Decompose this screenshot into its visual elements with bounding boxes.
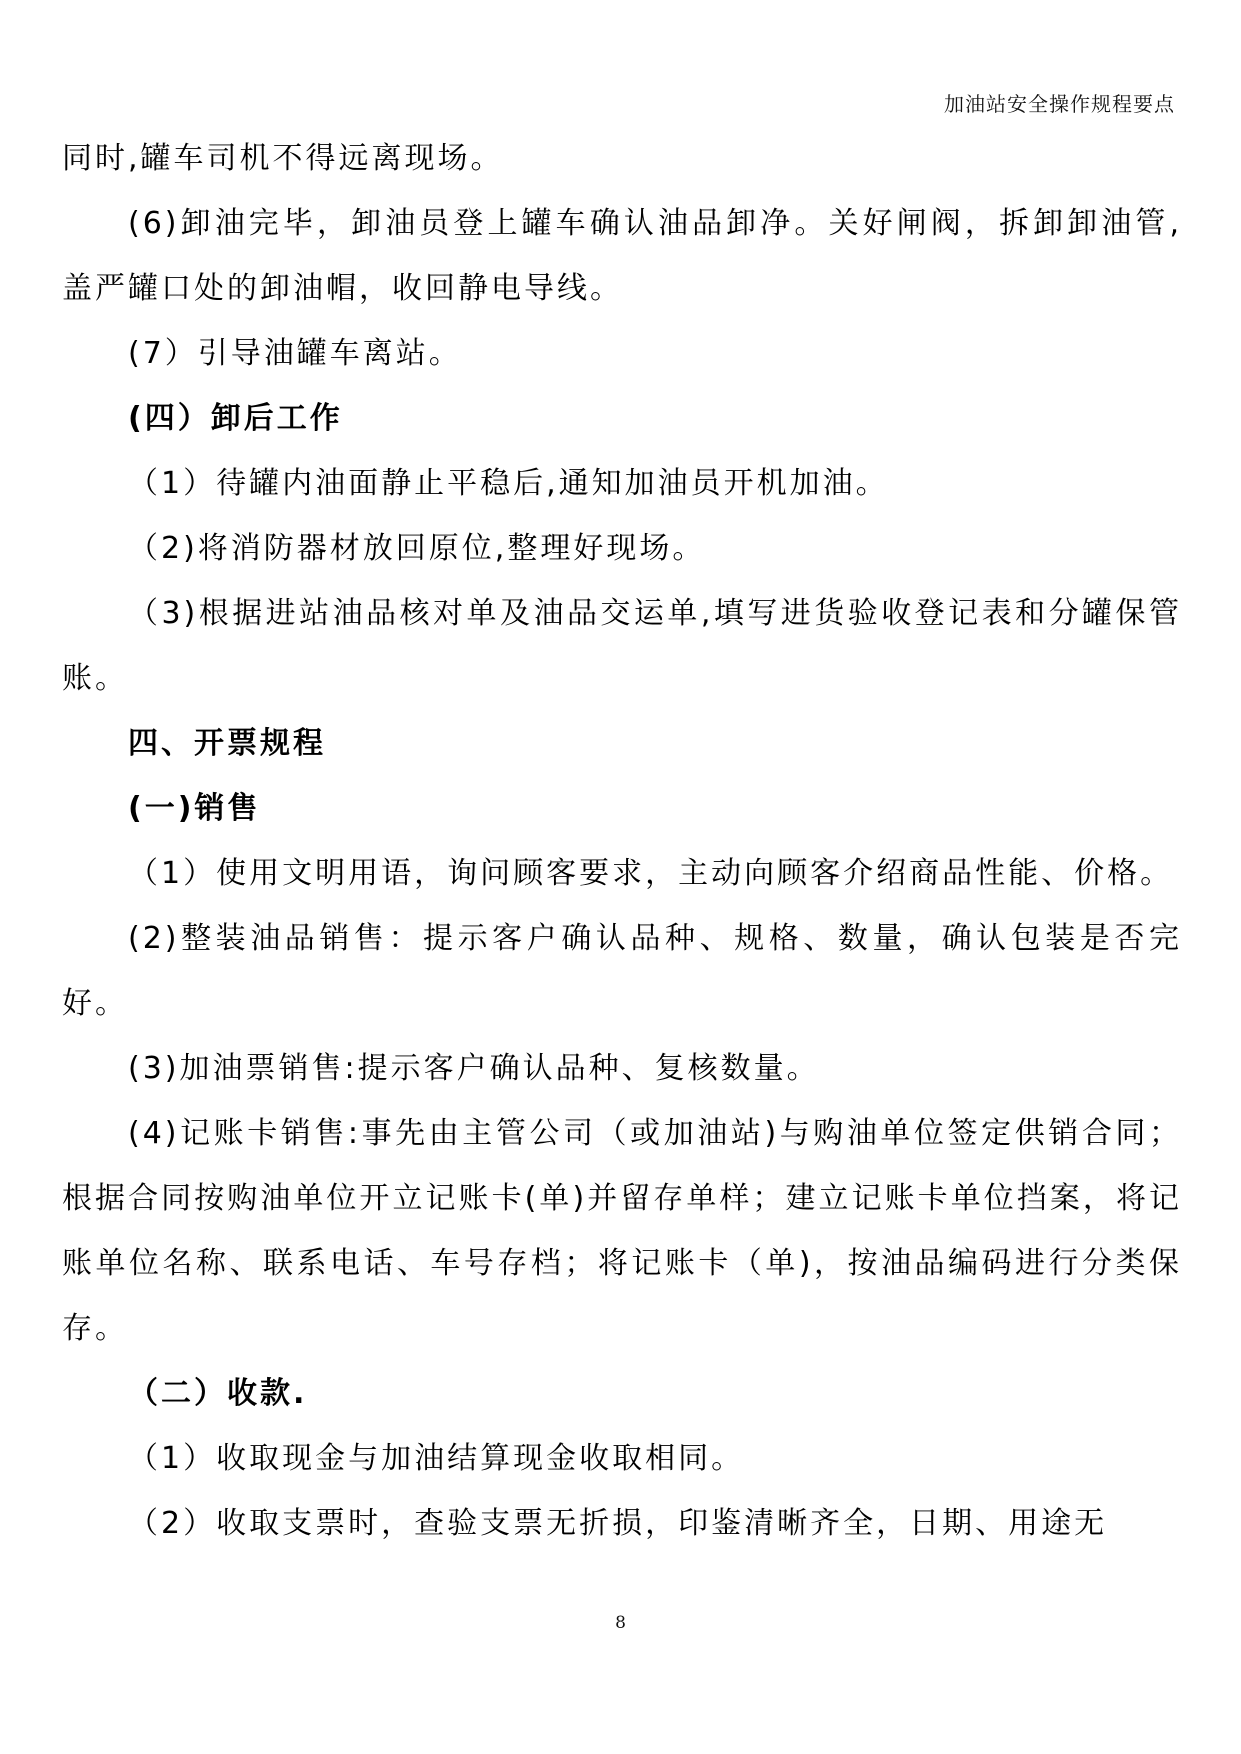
paragraph-sales-item-4: (4)记账卡销售:事先由主管公司（或加油站)与购油单位签定供销合同；根据合同按购油单位开立记账卡(单)并留存单样；建立记账卡单位挡案，将记账单位名称、联系电话、车号存档；将记账卡（单)，按油品编码进行分类保存。	[62, 1116, 1182, 1346]
paragraph-item-7: (7）引导油罐车离站。	[128, 336, 462, 371]
paragraph-post-item-3: （3)根据进站油品核对单及油品交运单,填写进货验收登记表和分罐保管账。	[62, 596, 1182, 696]
page-number: 8	[615, 1613, 626, 1633]
paragraph-payment-item-1: （1）收取现金与加油结算现金收取相同。	[128, 1441, 745, 1476]
paragraph-sales-item-3: (3)加油票销售:提示客户确认品种、复核数量。	[128, 1051, 820, 1086]
section-heading-sales: (一)销售	[128, 791, 261, 826]
paragraph-item-6: (6)卸油完毕，卸油员登上罐车确认油品卸净。关好闸阀，拆卸卸油管,盖严罐口处的卸油帽，收回静电导线。	[62, 206, 1182, 306]
paragraph-sales-item-1: （1）使用文明用语，询问顾客要求，主动向顾客介绍商品性能、价格。	[128, 856, 1174, 891]
paragraph-post-item-2: （2)将消防器材放回原位,整理好现场。	[128, 531, 706, 566]
document-body	[62, 126, 1182, 1556]
section-heading-post-unloading: (四）卸后工作	[128, 401, 343, 436]
paragraph-payment-item-2: （2）收取支票时，查验支票无折损，印鉴清晰齐全，日期、用途无	[128, 1506, 1108, 1541]
paragraph-sales-item-2: (2)整装油品销售：提示客户确认品种、规格、数量，确认包装是否完好。	[62, 921, 1182, 1021]
chapter-heading-invoicing: 四、开票规程	[128, 726, 326, 761]
section-heading-payment: （二）收款.	[128, 1376, 308, 1411]
running-header: 加油站安全操作规程要点	[944, 92, 1175, 116]
paragraph-post-item-1: （1）待罐内油面静止平稳后,通知加油员开机加油。	[128, 466, 889, 501]
paragraph-continuation: 同时,罐车司机不得远离现场。	[62, 141, 504, 176]
